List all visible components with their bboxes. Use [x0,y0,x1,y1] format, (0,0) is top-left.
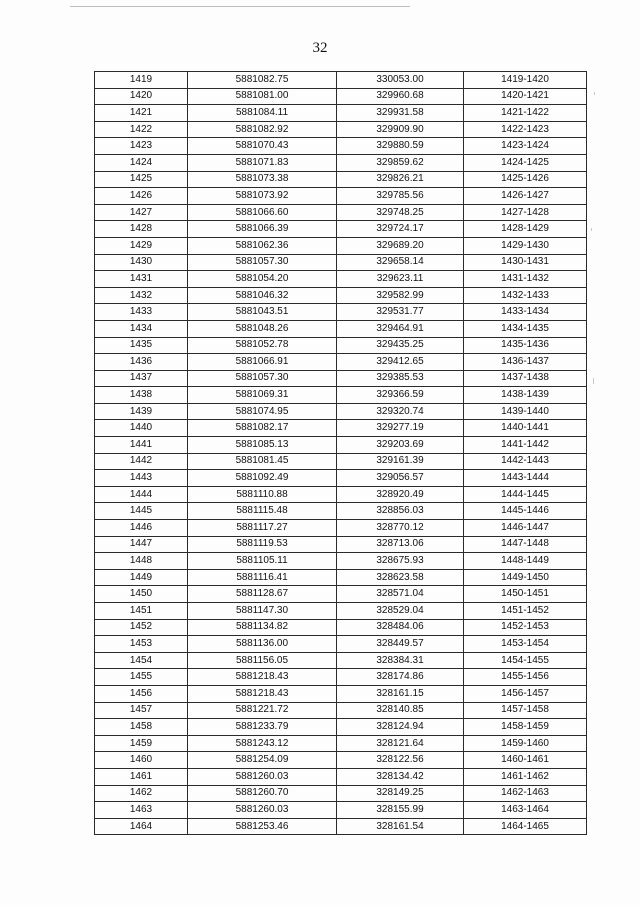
point-number-cell: 1450 [95,586,188,603]
point-number-cell: 1442 [95,453,188,470]
table-row [95,702,587,719]
scan-speck [593,378,594,384]
table-row [95,619,587,636]
x-coordinate-cell: 5881110.88 [188,486,337,503]
y-coordinate-cell: 328124.94 [337,719,464,736]
point-number-cell: 1431 [95,271,188,288]
point-number-cell: 1443 [95,470,188,487]
x-coordinate-cell: 5881073.92 [188,188,337,205]
y-coordinate-cell: 329161.39 [337,453,464,470]
table-row [95,470,587,487]
segment-cell: 1459-1460 [464,735,587,752]
y-coordinate-cell: 328770.12 [337,520,464,537]
point-number-cell: 1436 [95,354,188,371]
table-row [95,536,587,553]
point-number-cell: 1427 [95,204,188,221]
segment-cell: 1445-1446 [464,503,587,520]
scan-edge-line [70,6,410,7]
x-coordinate-cell: 5881218.43 [188,685,337,702]
table-row [95,785,587,802]
point-number-cell: 1460 [95,752,188,769]
y-coordinate-cell: 329464.91 [337,320,464,337]
segment-cell: 1453-1454 [464,636,587,653]
y-coordinate-cell: 329412.65 [337,354,464,371]
point-number-cell: 1453 [95,636,188,653]
page-number: 32 [312,40,328,56]
table-row [95,669,587,686]
segment-cell: 1434-1435 [464,320,587,337]
x-coordinate-cell: 5881048.26 [188,320,337,337]
table-row [95,520,587,537]
x-coordinate-cell: 5881147.30 [188,603,337,620]
y-coordinate-cell: 328134.42 [337,768,464,785]
point-number-cell: 1440 [95,420,188,437]
y-coordinate-cell: 328713.06 [337,536,464,553]
table-row [95,271,587,288]
y-coordinate-cell: 328174.86 [337,669,464,686]
y-coordinate-cell: 329658.14 [337,254,464,271]
y-coordinate-cell: 329748.25 [337,204,464,221]
table-row [95,188,587,205]
table-row [95,221,587,238]
table-row [95,387,587,404]
segment-cell: 1419-1420 [464,72,587,89]
segment-cell: 1464-1465 [464,818,587,835]
table-row [95,121,587,138]
y-coordinate-cell: 329366.59 [337,387,464,404]
segment-cell: 1443-1444 [464,470,587,487]
table-row [95,72,587,89]
segment-cell: 1428-1429 [464,221,587,238]
point-number-cell: 1430 [95,254,188,271]
point-number-cell: 1420 [95,88,188,105]
segment-cell: 1441-1442 [464,437,587,454]
x-coordinate-cell: 5881071.83 [188,154,337,171]
y-coordinate-cell: 329859.62 [337,154,464,171]
x-coordinate-cell: 5881105.11 [188,553,337,570]
table-row [95,287,587,304]
x-coordinate-cell: 5881070.43 [188,138,337,155]
segment-cell: 1425-1426 [464,171,587,188]
x-coordinate-cell: 5881082.75 [188,72,337,89]
x-coordinate-cell: 5881057.30 [188,254,337,271]
table-row [95,204,587,221]
table-row [95,503,587,520]
table-row [95,603,587,620]
coordinates-table-body [95,72,587,835]
segment-cell: 1422-1423 [464,121,587,138]
point-number-cell: 1419 [95,72,188,89]
point-number-cell: 1449 [95,569,188,586]
segment-cell: 1447-1448 [464,536,587,553]
x-coordinate-cell: 5881260.70 [188,785,337,802]
x-coordinate-cell: 5881074.95 [188,403,337,420]
x-coordinate-cell: 5881233.79 [188,719,337,736]
point-number-cell: 1424 [95,154,188,171]
segment-cell: 1448-1449 [464,553,587,570]
x-coordinate-cell: 5881128.67 [188,586,337,603]
x-coordinate-cell: 5881043.51 [188,304,337,321]
segment-cell: 1463-1464 [464,802,587,819]
x-coordinate-cell: 5881253.46 [188,818,337,835]
x-coordinate-cell: 5881054.20 [188,271,337,288]
point-number-cell: 1463 [95,802,188,819]
point-number-cell: 1434 [95,320,188,337]
table-row [95,685,587,702]
y-coordinate-cell: 329320.74 [337,403,464,420]
point-number-cell: 1439 [95,403,188,420]
y-coordinate-cell: 328529.04 [337,603,464,620]
y-coordinate-cell: 329931.58 [337,105,464,122]
x-coordinate-cell: 5881066.91 [188,354,337,371]
y-coordinate-cell: 329689.20 [337,237,464,254]
point-number-cell: 1435 [95,337,188,354]
table-row [95,453,587,470]
segment-cell: 1423-1424 [464,138,587,155]
y-coordinate-cell: 329826.21 [337,171,464,188]
point-number-cell: 1425 [95,171,188,188]
table-row [95,171,587,188]
y-coordinate-cell: 329435.25 [337,337,464,354]
segment-cell: 1433-1434 [464,304,587,321]
table-row [95,437,587,454]
segment-cell: 1454-1455 [464,652,587,669]
segment-cell: 1432-1433 [464,287,587,304]
table-row [95,337,587,354]
segment-cell: 1435-1436 [464,337,587,354]
point-number-cell: 1423 [95,138,188,155]
x-coordinate-cell: 5881085.13 [188,437,337,454]
segment-cell: 1430-1431 [464,254,587,271]
y-coordinate-cell: 328121.64 [337,735,464,752]
table-row [95,636,587,653]
point-number-cell: 1433 [95,304,188,321]
segment-cell: 1458-1459 [464,719,587,736]
y-coordinate-cell: 328161.54 [337,818,464,835]
point-number-cell: 1464 [95,818,188,835]
table-row [95,138,587,155]
segment-cell: 1444-1445 [464,486,587,503]
y-coordinate-cell: 328140.85 [337,702,464,719]
x-coordinate-cell: 5881254.09 [188,752,337,769]
segment-cell: 1437-1438 [464,370,587,387]
x-coordinate-cell: 5881073.38 [188,171,337,188]
y-coordinate-cell: 328920.49 [337,486,464,503]
x-coordinate-cell: 5881066.60 [188,204,337,221]
segment-cell: 1461-1462 [464,768,587,785]
x-coordinate-cell: 5881221.72 [188,702,337,719]
y-coordinate-cell: 328122.56 [337,752,464,769]
y-coordinate-cell: 329056.57 [337,470,464,487]
x-coordinate-cell: 5881082.17 [188,420,337,437]
segment-cell: 1431-1432 [464,271,587,288]
point-number-cell: 1432 [95,287,188,304]
table-row [95,719,587,736]
x-coordinate-cell: 5881066.39 [188,221,337,238]
segment-cell: 1457-1458 [464,702,587,719]
point-number-cell: 1456 [95,685,188,702]
table-row [95,735,587,752]
segment-cell: 1456-1457 [464,685,587,702]
x-coordinate-cell: 5881057.30 [188,370,337,387]
y-coordinate-cell: 329277.19 [337,420,464,437]
y-coordinate-cell: 329785.56 [337,188,464,205]
x-coordinate-cell: 5881069.31 [188,387,337,404]
table-row [95,802,587,819]
x-coordinate-cell: 5881243.12 [188,735,337,752]
table-row [95,370,587,387]
point-number-cell: 1429 [95,237,188,254]
table-row [95,254,587,271]
segment-cell: 1420-1421 [464,88,587,105]
y-coordinate-cell: 329623.11 [337,271,464,288]
y-coordinate-cell: 328161.15 [337,685,464,702]
x-coordinate-cell: 5881218.43 [188,669,337,686]
segment-cell: 1442-1443 [464,453,587,470]
x-coordinate-cell: 5881081.00 [188,88,337,105]
x-coordinate-cell: 5881117.27 [188,520,337,537]
x-coordinate-cell: 5881052.78 [188,337,337,354]
table-row [95,553,587,570]
y-coordinate-cell: 328384.31 [337,652,464,669]
table-row [95,320,587,337]
table-row [95,154,587,171]
x-coordinate-cell: 5881156.05 [188,652,337,669]
x-coordinate-cell: 5881260.03 [188,768,337,785]
point-number-cell: 1421 [95,105,188,122]
point-number-cell: 1459 [95,735,188,752]
point-number-cell: 1448 [95,553,188,570]
x-coordinate-cell: 5881081.45 [188,453,337,470]
segment-cell: 1440-1441 [464,420,587,437]
point-number-cell: 1428 [95,221,188,238]
point-number-cell: 1452 [95,619,188,636]
coordinates-table [94,71,587,835]
point-number-cell: 1462 [95,785,188,802]
point-number-cell: 1451 [95,603,188,620]
table-row [95,586,587,603]
y-coordinate-cell: 328155.99 [337,802,464,819]
segment-cell: 1427-1428 [464,204,587,221]
point-number-cell: 1438 [95,387,188,404]
x-coordinate-cell: 5881046.32 [188,287,337,304]
table-row [95,652,587,669]
table-row [95,304,587,321]
segment-cell: 1421-1422 [464,105,587,122]
x-coordinate-cell: 5881082.92 [188,121,337,138]
segment-cell: 1460-1461 [464,752,587,769]
y-coordinate-cell: 329960.68 [337,88,464,105]
y-coordinate-cell: 329531.77 [337,304,464,321]
scan-speck [591,228,592,231]
point-number-cell: 1441 [95,437,188,454]
segment-cell: 1449-1450 [464,569,587,586]
x-coordinate-cell: 5881260.03 [188,802,337,819]
table-row [95,752,587,769]
y-coordinate-cell: 329724.17 [337,221,464,238]
table-row [95,768,587,785]
point-number-cell: 1447 [95,536,188,553]
segment-cell: 1452-1453 [464,619,587,636]
y-coordinate-cell: 329203.69 [337,437,464,454]
segment-cell: 1446-1447 [464,520,587,537]
x-coordinate-cell: 5881084.11 [188,105,337,122]
y-coordinate-cell: 328856.03 [337,503,464,520]
point-number-cell: 1446 [95,520,188,537]
table-row [95,88,587,105]
point-number-cell: 1444 [95,486,188,503]
table-row [95,486,587,503]
table-row [95,105,587,122]
point-number-cell: 1454 [95,652,188,669]
x-coordinate-cell: 5881119.53 [188,536,337,553]
y-coordinate-cell: 328675.93 [337,553,464,570]
y-coordinate-cell: 330053.00 [337,72,464,89]
y-coordinate-cell: 329880.59 [337,138,464,155]
segment-cell: 1424-1425 [464,154,587,171]
table-row [95,569,587,586]
segment-cell: 1462-1463 [464,785,587,802]
x-coordinate-cell: 5881134.82 [188,619,337,636]
y-coordinate-cell: 328571.04 [337,586,464,603]
y-coordinate-cell: 329385.53 [337,370,464,387]
x-coordinate-cell: 5881092.49 [188,470,337,487]
segment-cell: 1436-1437 [464,354,587,371]
point-number-cell: 1457 [95,702,188,719]
table-row [95,403,587,420]
point-number-cell: 1426 [95,188,188,205]
table-row [95,818,587,835]
segment-cell: 1455-1456 [464,669,587,686]
y-coordinate-cell: 328623.58 [337,569,464,586]
segment-cell: 1439-1440 [464,403,587,420]
table-row [95,420,587,437]
segment-cell: 1426-1427 [464,188,587,205]
point-number-cell: 1445 [95,503,188,520]
segment-cell: 1429-1430 [464,237,587,254]
x-coordinate-cell: 5881062.36 [188,237,337,254]
y-coordinate-cell: 328449.57 [337,636,464,653]
table-row [95,237,587,254]
y-coordinate-cell: 329582.99 [337,287,464,304]
table-row [95,354,587,371]
y-coordinate-cell: 329909.90 [337,121,464,138]
point-number-cell: 1461 [95,768,188,785]
segment-cell: 1450-1451 [464,586,587,603]
segment-cell: 1451-1452 [464,603,587,620]
segment-cell: 1438-1439 [464,387,587,404]
point-number-cell: 1458 [95,719,188,736]
x-coordinate-cell: 5881115.48 [188,503,337,520]
point-number-cell: 1455 [95,669,188,686]
y-coordinate-cell: 328484.06 [337,619,464,636]
x-coordinate-cell: 5881116.41 [188,569,337,586]
x-coordinate-cell: 5881136.00 [188,636,337,653]
y-coordinate-cell: 328149.25 [337,785,464,802]
point-number-cell: 1422 [95,121,188,138]
point-number-cell: 1437 [95,370,188,387]
scan-speck [594,92,595,95]
